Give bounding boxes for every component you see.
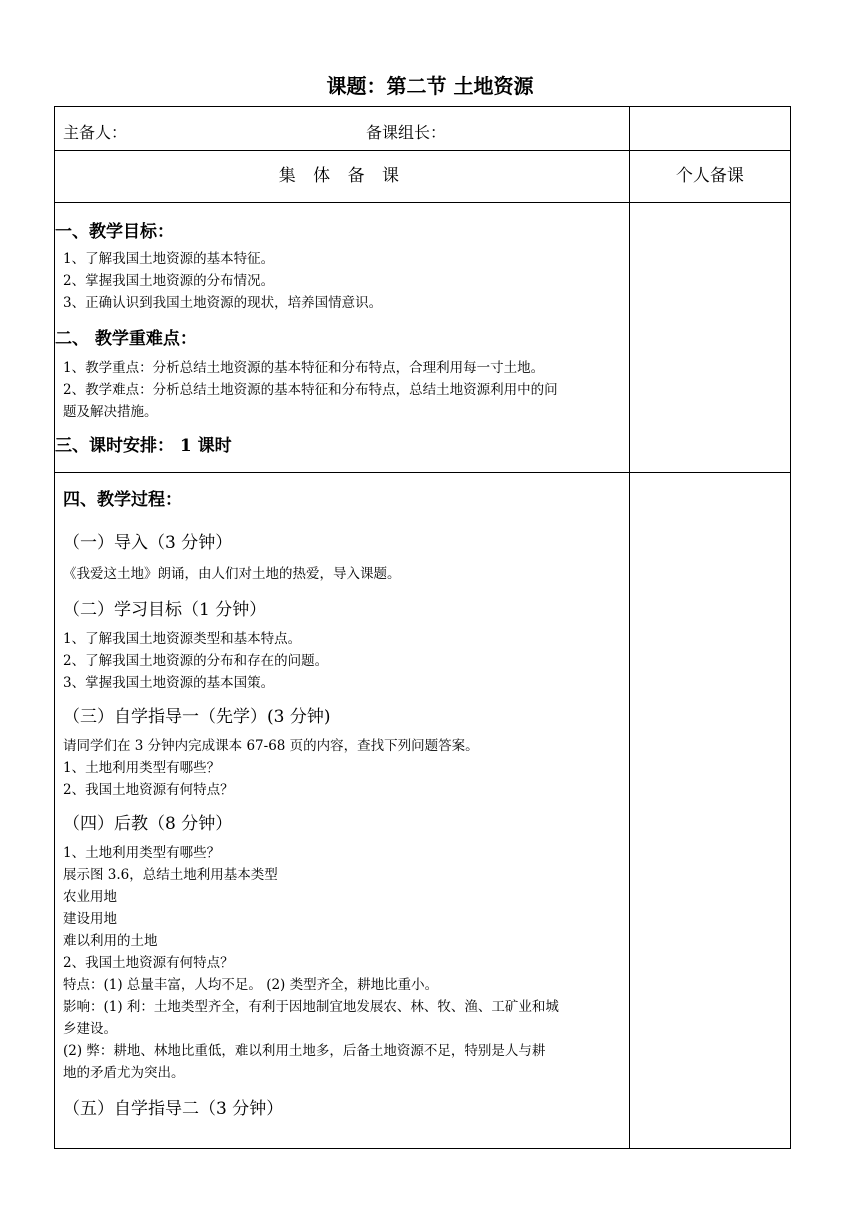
section-process-row xyxy=(55,473,791,1149)
lesson-plan-table xyxy=(54,106,791,1149)
lesson-title: 课题：第二节 土地资源 xyxy=(326,74,534,98)
goals-heading: 一、教学目标： xyxy=(55,222,174,242)
personal-header-cell xyxy=(629,151,790,203)
step-item: 1、土地利用类型有哪些？ xyxy=(63,845,221,861)
schedule-heading: 三、课时安排： 1 课时 xyxy=(55,436,232,456)
step-heading: （五）自学指导二（3 分钟） xyxy=(63,1099,284,1119)
preparers-side-cell xyxy=(629,107,790,151)
step-item: 乡建设。 xyxy=(63,1021,117,1037)
personal-prep-label: 个人备课 xyxy=(675,166,744,186)
step-item: 展示图 3.6，总结土地利用基本类型 xyxy=(63,867,278,883)
step-item: 地的矛盾尤为突出。 xyxy=(63,1065,185,1081)
step-item: 1、土地利用类型有哪些？ xyxy=(63,760,221,776)
collective-header-cell xyxy=(55,151,630,203)
step-item: 2、我国土地资源有何特点？ xyxy=(63,782,234,798)
goal-item: 1、了解我国土地资源的基本特征。 xyxy=(63,251,275,267)
step-item: 3、掌握我国土地资源的基本国策。 xyxy=(63,675,275,691)
process-cell xyxy=(55,473,630,1149)
keypoints-heading: 二、 教学重难点： xyxy=(55,329,197,349)
step-heading: （三）自学指导一（先学）(3 分钟) xyxy=(63,707,331,727)
step-heading: （四）后教（8 分钟） xyxy=(63,814,233,834)
goal-item: 2、掌握我国土地资源的分布情况。 xyxy=(63,273,275,289)
process-side-cell xyxy=(629,473,790,1149)
step-heading: （二）学习目标（1 分钟） xyxy=(63,600,267,620)
step-heading: （一）导入（3 分钟） xyxy=(63,533,233,553)
keypoint-item: 1、教学重点：分析总结土地资源的基本特征和分布特点，合理利用每一寸土地。 xyxy=(63,360,545,376)
step-item: 难以利用的土地 xyxy=(63,933,158,949)
step-text: 《我爱这土地》朗诵，由人们对土地的热爱，导入课题。 xyxy=(63,566,401,582)
step-item: 1、了解我国土地资源类型和基本特点。 xyxy=(63,631,302,647)
step-item: 2、我国土地资源有何特点？ xyxy=(63,955,234,971)
group-leader-label: 备课组长： xyxy=(366,123,447,142)
preparer-label: 主备人： xyxy=(63,123,128,142)
step-item: 请同学们在 3 分钟内完成课本 67-68 页的内容，查找下列问题答案。 xyxy=(63,738,479,754)
collective-prep-label: 集 体 备 课 xyxy=(278,166,405,186)
process-heading: 四、教学过程： xyxy=(63,490,182,510)
step-item: (2) 弊：耕地、林地比重低，难以利用土地多，后备土地资源不足，特别是人与耕 xyxy=(63,1043,546,1059)
step-item: 特点：(1) 总量丰富，人均不足。 (2) 类型齐全，耕地比重小。 xyxy=(63,977,439,993)
step-item: 建设用地 xyxy=(63,911,117,927)
section-objectives-row xyxy=(55,203,791,473)
preparers-cell xyxy=(55,107,630,151)
step-item: 2、了解我国土地资源的分布和存在的问题。 xyxy=(63,653,329,669)
goal-item: 3、正确认识到我国土地资源的现状，培养国情意识。 xyxy=(63,295,383,311)
header-row-columns xyxy=(55,151,791,203)
keypoint-item: 2、教学难点：分析总结土地资源的基本特征和分布特点，总结土地资源利用中的问 xyxy=(63,382,558,398)
header-row-preparers xyxy=(55,107,791,151)
objectives-cell xyxy=(55,203,630,473)
keypoint-item-continued: 题及解决措施。 xyxy=(63,404,158,420)
objectives-side-cell xyxy=(629,203,790,473)
step-item: 影响：(1) 利：土地类型齐全，有利于因地制宜地发展农、林、牧、渔、工矿业和城 xyxy=(63,999,559,1015)
step-item: 农业用地 xyxy=(63,889,117,905)
